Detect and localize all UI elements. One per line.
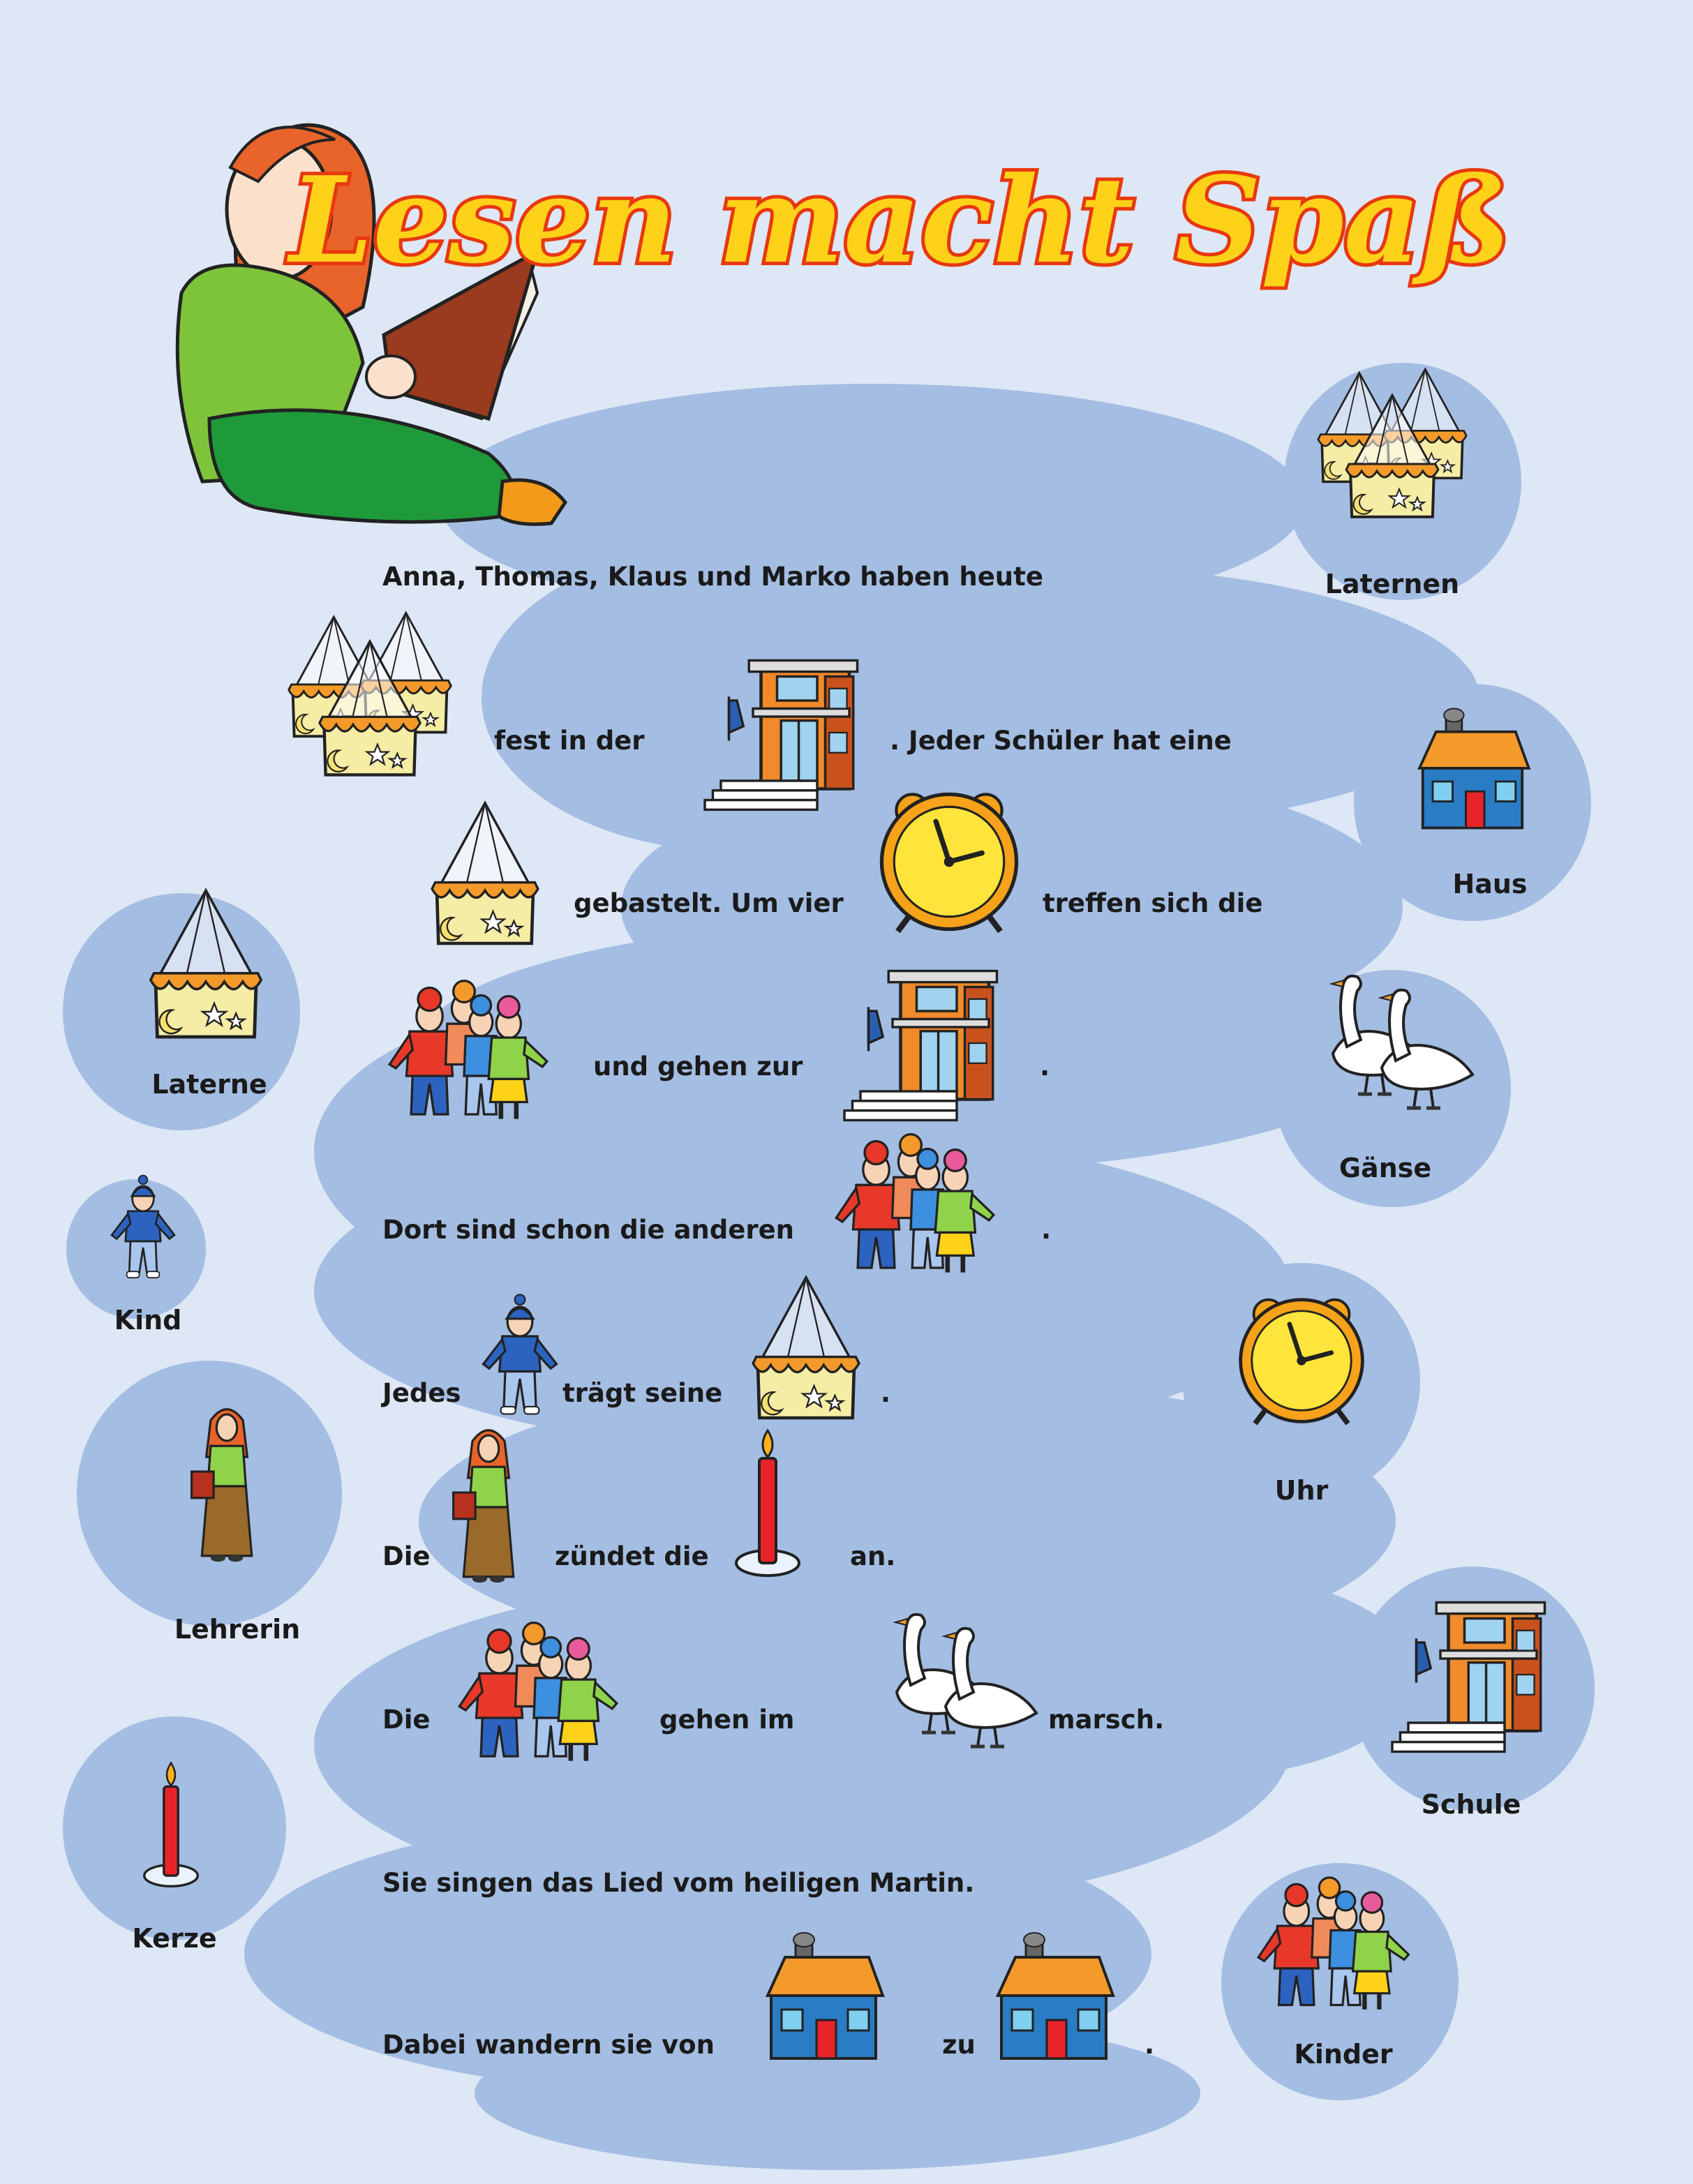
sentence-2-part-a: fest in der xyxy=(494,726,645,756)
sentence-8-part-a: Die xyxy=(382,1705,431,1735)
label-lehrerin: Lehrerin xyxy=(174,1614,301,1645)
sentence-6-part-a: Jedes xyxy=(382,1378,461,1408)
label-kind: Kind xyxy=(114,1305,182,1336)
sentence-1: Anna, Thomas, Klaus und Marko haben heute xyxy=(382,562,1043,592)
clock-icon xyxy=(1241,1300,1363,1424)
lanterns-icon xyxy=(289,613,452,775)
sentence-4-part-b: . xyxy=(1040,1052,1050,1082)
sentence-2-part-b: . Jeder Schüler hat eine xyxy=(890,726,1232,756)
label-kinder: Kinder xyxy=(1294,2039,1393,2070)
sentence-10-part-b: zu xyxy=(942,2030,976,2060)
sentence-9: Sie singen das Lied vom heiligen Martin. xyxy=(382,1868,975,1898)
sentence-5-part-a: Dort sind schon die anderen xyxy=(382,1215,795,1245)
sentence-8-part-b: gehen im xyxy=(659,1705,795,1735)
label-uhr: Uhr xyxy=(1274,1475,1329,1506)
sentence-5-part-b: . xyxy=(1041,1215,1052,1245)
sentence-7-part-b: zündet die xyxy=(555,1541,709,1571)
label-gaense: Gänse xyxy=(1338,1153,1432,1183)
label-kerze: Kerze xyxy=(132,1923,217,1954)
sentence-10-part-a: Dabei wandern sie von xyxy=(382,2030,715,2060)
sentence-6-part-b: trägt seine xyxy=(562,1378,723,1408)
sentence-7-part-c: an. xyxy=(850,1541,896,1571)
sentence-3-part-a: gebastelt. Um vier xyxy=(574,888,844,918)
sentence-10-part-c: . xyxy=(1144,2030,1155,2060)
label-laternen: Laternen xyxy=(1325,569,1460,599)
label-schule: Schule xyxy=(1421,1789,1521,1820)
sentence-8-part-c: marsch. xyxy=(1048,1705,1165,1735)
clock-icon xyxy=(881,794,1016,931)
sentence-6-part-c: . xyxy=(881,1378,891,1408)
title-art: Lesen macht Spaß xyxy=(289,151,1512,290)
sentence-3-part-b: treffen sich die xyxy=(1043,888,1263,918)
label-haus: Haus xyxy=(1452,869,1528,899)
sentence-7-part-a: Die xyxy=(382,1541,431,1571)
label-laterne: Laterne xyxy=(151,1069,267,1100)
sentence-4-part-a: und gehen zur xyxy=(593,1052,803,1082)
lantern-icon xyxy=(432,803,538,943)
